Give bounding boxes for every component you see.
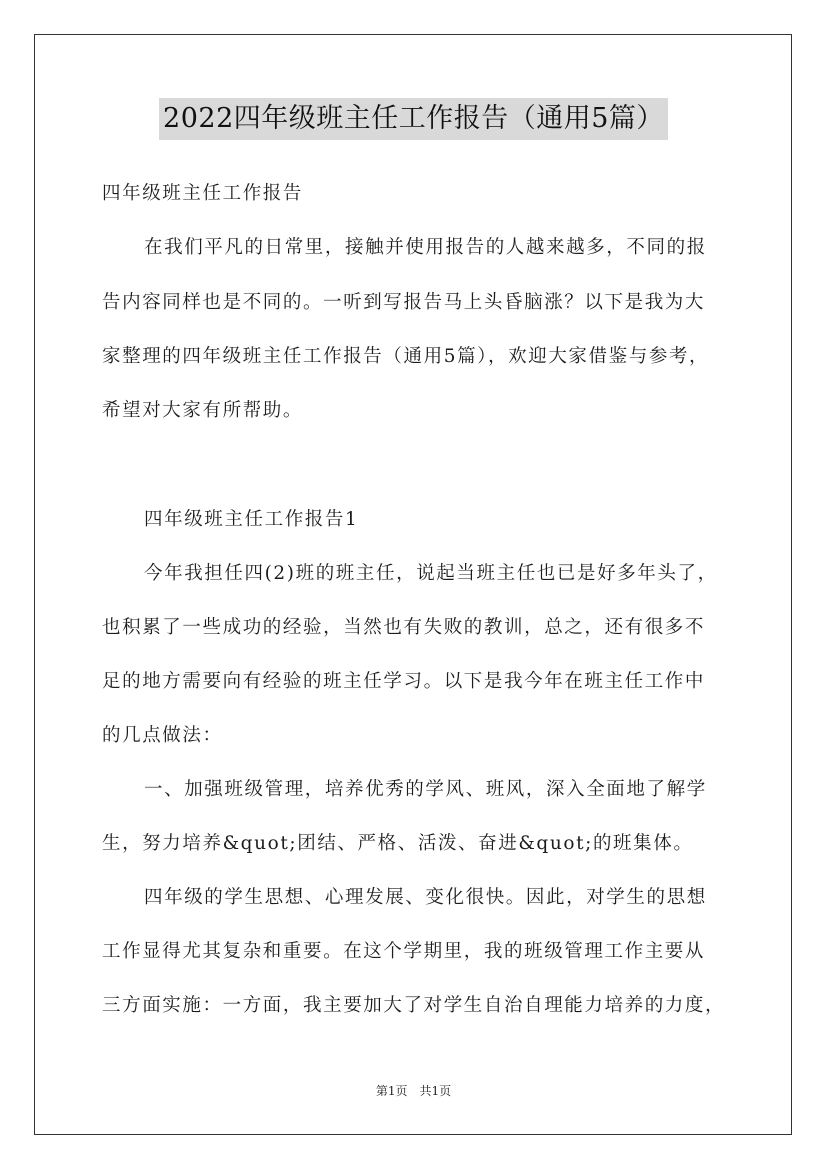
paragraph-line: 生，努力培养&quot;团结、严格、活泼、奋进&quot;的班集体。 [102, 833, 694, 854]
title-container [0, 98, 827, 140]
paragraph-line: 三方面实施：一方面，我主要加大了对学生自治自理能力培养的力度， [102, 995, 726, 1016]
paragraph-line: 足的地方需要向有经验的班主任学习。以下是我今年在班主任工作中 [102, 671, 706, 692]
section-heading: 四年级班主任工作报告 [102, 183, 304, 204]
document-title: 2022四年级班主任工作报告（通用5篇） [159, 98, 668, 140]
paragraph-line: 告内容同样也是不同的。一听到写报告马上头昏脑涨？以下是我为大 [102, 292, 706, 313]
paragraph-line: 的几点做法： [102, 725, 223, 746]
paragraph-line: 一、加强班级管理，培养优秀的学风、班风，深入全面地了解学 [144, 779, 707, 800]
paragraph-line: 家整理的四年级班主任工作报告（通用5篇），欢迎大家借鉴与参考， [102, 346, 710, 367]
subsection-heading: 四年级班主任工作报告1 [144, 509, 359, 530]
paragraph-line: 工作显得尤其复杂和重要。在这个学期里，我的班级管理工作主要从 [102, 941, 706, 962]
page-footer: 第1页 共1页 [375, 1084, 452, 1098]
paragraph-line: 今年我担任四(2)班的班主任，说起当班主任也已是好多年头了， [144, 563, 718, 584]
paragraph-line: 希望对大家有所帮助。 [102, 400, 304, 421]
paragraph-line: 在我们平凡的日常里，接触并使用报告的人越来越多，不同的报 [144, 237, 707, 258]
paragraph-line: 四年级的学生思想、心理发展、变化很快。因此，对学生的思想 [144, 887, 707, 908]
paragraph-line: 也积累了一些成功的经验，当然也有失败的教训，总之，还有很多不 [102, 617, 706, 638]
